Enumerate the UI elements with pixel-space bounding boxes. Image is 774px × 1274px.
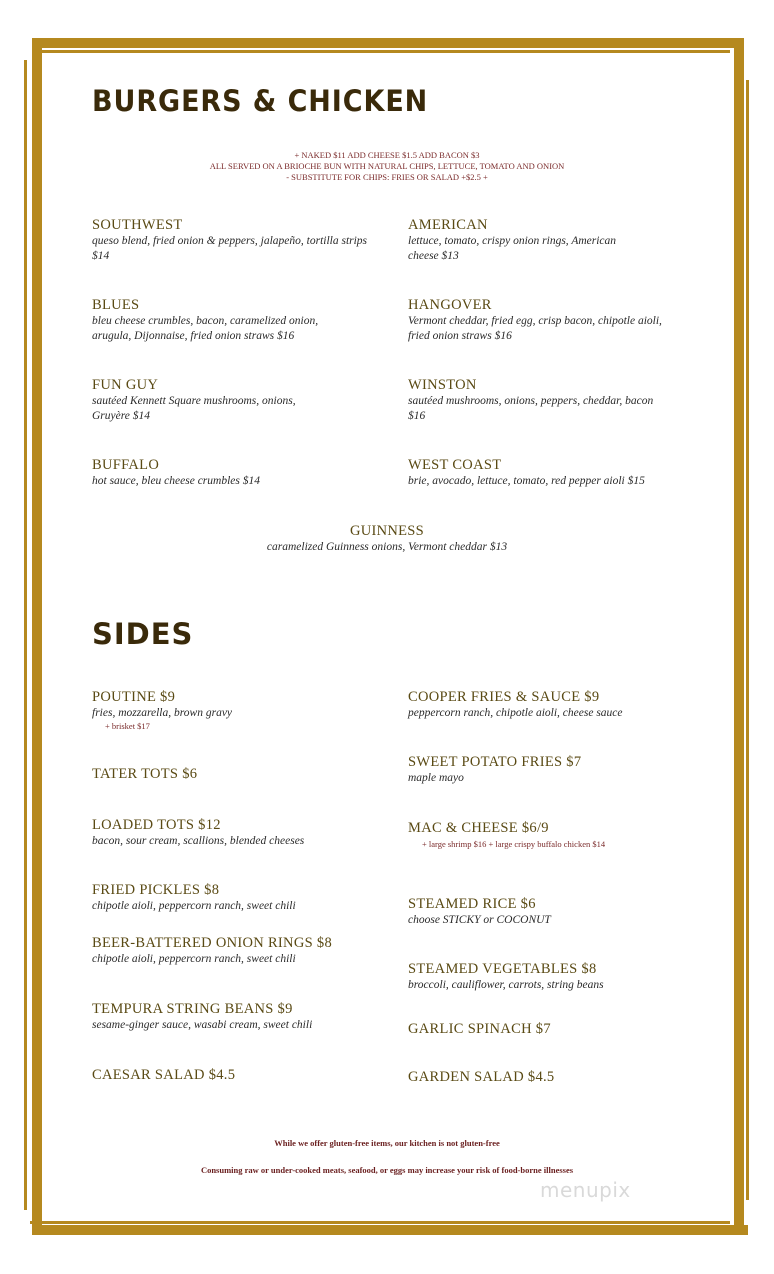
- item-name: SWEET POTATO FRIES $7: [408, 754, 582, 770]
- item-desc: queso blend, fried onion & peppers, jalapeño, tortilla strips $14: [92, 235, 368, 262]
- item-desc: brie, avocado, lettuce, tomato, red pepper aioli $15: [408, 475, 645, 487]
- item-name: HANGOVER: [408, 297, 492, 313]
- item-desc: chipotle aioli, peppercorn ranch, sweet chili: [92, 900, 296, 912]
- item-desc: maple mayo: [408, 772, 464, 784]
- menu-item-west-coast: [408, 457, 708, 489]
- frame-right: [734, 38, 744, 1235]
- item-desc: fries, mozzarella, brown gravy: [92, 707, 233, 719]
- frame-top: [32, 38, 744, 48]
- item-name: SOUTHWEST: [92, 217, 183, 233]
- section-title-burgers: BURGERS & CHICKEN: [92, 84, 429, 118]
- item-desc: sesame-ginger sauce, wasabi cream, sweet chili: [92, 1019, 313, 1031]
- item-desc: caramelized Guinness onions, Vermont cheddar $13: [266, 541, 508, 553]
- side-item-tater-tots: [92, 766, 382, 783]
- section-title-sides: SIDES: [92, 617, 194, 651]
- side-item-caesar-salad: [92, 1067, 382, 1084]
- item-name: LOADED TOTS $12: [92, 817, 221, 833]
- side-item-cooper-fries: [408, 689, 708, 721]
- item-name: COOPER FRIES & SAUCE $9: [408, 689, 600, 705]
- menu-item-winston: [408, 377, 658, 424]
- side-item-tempura-string-beans: [92, 1001, 382, 1033]
- side-item-garlic-spinach: [408, 1021, 708, 1038]
- frame-right-stroke: [746, 80, 749, 1200]
- raw-food-disclaimer: Consuming raw or under-cooked meats, seafood, or eggs may increase your risk of food-borne illnesses: [200, 1165, 574, 1175]
- menu-item-fun-guy: [92, 377, 332, 424]
- side-item-onion-rings: [92, 935, 382, 967]
- item-name: WEST COAST: [408, 457, 502, 473]
- item-desc: broccoli, cauliflower, carrots, string beans: [408, 979, 604, 991]
- item-name: POUTINE $9: [92, 689, 176, 705]
- menu-item-american: [408, 217, 648, 264]
- item-addon: + brisket $17: [105, 721, 150, 731]
- menu-item-buffalo: [92, 457, 382, 489]
- frame-bottom-stroke: [30, 1221, 730, 1224]
- side-item-garden-salad: [408, 1069, 708, 1086]
- item-desc: sautéed Kennett Square mushrooms, onions, Gruyère $14: [92, 395, 296, 422]
- item-name: STEAMED RICE $6: [408, 896, 536, 912]
- item-desc: peppercorn ranch, chipotle aioli, cheese sauce: [408, 707, 623, 719]
- side-item-fried-pickles: [92, 882, 382, 914]
- item-desc: Vermont cheddar, fried egg, crisp bacon, chipotle aioli, fried onion straws $16: [408, 315, 662, 342]
- side-item-sweet-potato-fries: [408, 754, 708, 786]
- side-item-mac-cheese: [408, 820, 708, 850]
- frame-bottom: [32, 1225, 748, 1235]
- frame-left: [32, 38, 42, 1235]
- item-name: AMERICAN: [408, 217, 488, 233]
- item-desc: sautéed mushrooms, onions, peppers, cheddar, bacon $16: [408, 395, 654, 422]
- item-name: FUN GUY: [92, 377, 159, 393]
- side-item-steamed-vegetables: [408, 961, 708, 993]
- burger-served-line: ALL SERVED ON A BRIOCHE BUN WITH NATURAL CHIPS, LETTUCE, TOMATO AND ONION: [209, 161, 565, 171]
- item-name: GARDEN SALAD $4.5: [408, 1069, 555, 1085]
- item-name: WINSTON: [408, 377, 477, 393]
- item-desc: choose STICKY or COCONUT: [408, 914, 551, 926]
- side-item-steamed-rice: [408, 896, 708, 928]
- item-name: TATER TOTS $6: [92, 766, 198, 782]
- burger-addons-line: + NAKED $11 ADD CHEESE $1.5 ADD BACON $3: [294, 150, 480, 160]
- menu-item-hangover: [408, 297, 663, 344]
- menu-item-southwest: [92, 217, 382, 264]
- item-name: BLUES: [92, 297, 140, 313]
- item-name: GUINNESS: [349, 523, 425, 539]
- side-item-loaded-tots: [92, 817, 382, 849]
- watermark: menupix: [540, 1178, 631, 1202]
- item-desc: bacon, sour cream, scallions, blended cheeses: [92, 835, 305, 847]
- item-name: STEAMED VEGETABLES $8: [408, 961, 597, 977]
- gluten-disclaimer: While we offer gluten-free items, our kitchen is not gluten-free: [274, 1138, 500, 1148]
- item-desc: hot sauce, bleu cheese crumbles $14: [92, 475, 260, 487]
- item-name: MAC & CHEESE $6/9: [408, 820, 549, 836]
- item-desc: lettuce, tomato, crispy onion rings, American cheese $13: [408, 235, 617, 262]
- menu-item-blues: [92, 297, 352, 344]
- burger-substitute-line: - SUBSTITUTE FOR CHIPS: FRIES OR SALAD +$2.5 +: [286, 172, 488, 182]
- frame-top-stroke: [40, 50, 730, 53]
- item-desc: chipotle aioli, peppercorn ranch, sweet chili: [92, 953, 296, 965]
- item-name: BEER-BATTERED ONION RINGS $8: [92, 935, 332, 951]
- item-name: BUFFALO: [92, 457, 160, 473]
- item-name: FRIED PICKLES $8: [92, 882, 220, 898]
- item-addon: + large shrimp $16 + large crispy buffalo chicken $14: [422, 839, 606, 849]
- frame-left-stroke: [24, 60, 27, 1210]
- side-item-poutine: [92, 689, 382, 732]
- item-name: CAESAR SALAD $4.5: [92, 1067, 236, 1083]
- menu-item-guinness: [0, 523, 774, 555]
- item-name: GARLIC SPINACH $7: [408, 1021, 551, 1037]
- item-desc: bleu cheese crumbles, bacon, caramelized onion, arugula, Dijonnaise, fried onion straws $16: [92, 315, 319, 342]
- item-name: TEMPURA STRING BEANS $9: [92, 1001, 293, 1017]
